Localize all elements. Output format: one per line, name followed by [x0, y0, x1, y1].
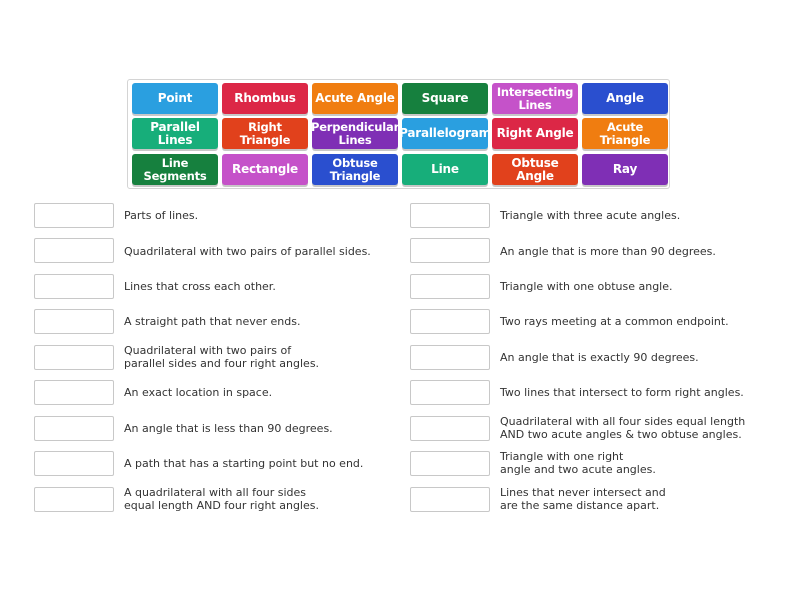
- tile-line[interactable]: Line: [402, 154, 488, 185]
- definition-right-5: An angle that is exactly 90 degrees.: [500, 350, 699, 364]
- drop-slot-left-4[interactable]: [34, 309, 114, 334]
- definition-left-7: An angle that is less than 90 degrees.: [124, 421, 333, 435]
- tile-parallelogram[interactable]: Parallelogram: [402, 118, 488, 149]
- drop-slot-right-7[interactable]: [410, 416, 490, 441]
- tile-square[interactable]: Square: [402, 83, 488, 114]
- tile-point[interactable]: Point: [132, 83, 218, 114]
- drop-slot-right-6[interactable]: [410, 380, 490, 405]
- definition-right-2: An angle that is more than 90 degrees.: [500, 244, 716, 258]
- tile-right-angle[interactable]: Right Angle: [492, 118, 578, 149]
- tile-angle[interactable]: Angle: [582, 83, 668, 114]
- definition-left-3: Lines that cross each other.: [124, 279, 276, 293]
- drop-slot-right-8[interactable]: [410, 451, 490, 476]
- definition-right-9: Lines that never intersect and are the same distance apart.: [500, 486, 666, 512]
- answer-tile-panel: [127, 79, 670, 189]
- definition-left-4: A straight path that never ends.: [124, 314, 301, 328]
- definition-left-9: A quadrilateral with all four sides equal length AND four right angles.: [124, 486, 319, 512]
- drop-slot-left-5[interactable]: [34, 345, 114, 370]
- drop-slot-left-7[interactable]: [34, 416, 114, 441]
- definition-right-4: Two rays meeting at a common endpoint.: [500, 314, 729, 328]
- definition-right-8: Triangle with one right angle and two acute angles.: [500, 450, 656, 476]
- definition-right-6: Two lines that intersect to form right angles.: [500, 385, 744, 399]
- tile-obtuse-angle[interactable]: Obtuse Angle: [492, 154, 578, 185]
- drop-slot-right-1[interactable]: [410, 203, 490, 228]
- drop-slot-right-9[interactable]: [410, 487, 490, 512]
- definition-left-1: Parts of lines.: [124, 208, 199, 222]
- definition-left-2: Quadrilateral with two pairs of parallel sides.: [124, 244, 371, 258]
- definition-left-8: A path that has a starting point but no end.: [124, 456, 364, 470]
- tile-intersecting-lines[interactable]: Intersecting Lines: [492, 83, 578, 114]
- tile-acute-angle[interactable]: Acute Angle: [312, 83, 398, 114]
- tile-acute-triangle[interactable]: Acute Triangle: [582, 118, 668, 149]
- drop-slot-right-3[interactable]: [410, 274, 490, 299]
- tile-line-segments[interactable]: Line Segments: [132, 154, 218, 185]
- tile-rectangle[interactable]: Rectangle: [222, 154, 308, 185]
- tile-right-triangle[interactable]: Right Triangle: [222, 118, 308, 149]
- definition-right-7: Quadrilateral with all four sides equal length AND two acute angles & two obtuse angles.: [500, 415, 746, 441]
- drop-slot-right-5[interactable]: [410, 345, 490, 370]
- drop-slot-right-4[interactable]: [410, 309, 490, 334]
- definition-left-6: An exact location in space.: [124, 385, 273, 399]
- drop-slot-left-8[interactable]: [34, 451, 114, 476]
- definition-right-3: Triangle with one obtuse angle.: [500, 279, 673, 293]
- drop-slot-left-2[interactable]: [34, 238, 114, 263]
- definition-right-1: Triangle with three acute angles.: [500, 208, 681, 222]
- definition-left-5: Quadrilateral with two pairs of parallel sides and four right angles.: [124, 344, 320, 370]
- drop-slot-left-6[interactable]: [34, 380, 114, 405]
- tile-parallel-lines[interactable]: Parallel Lines: [132, 118, 218, 149]
- tile-ray[interactable]: Ray: [582, 154, 668, 185]
- tile-perpendicular-lines[interactable]: Perpendicular Lines: [312, 118, 398, 149]
- drop-slot-left-3[interactable]: [34, 274, 114, 299]
- drop-slot-right-2[interactable]: [410, 238, 490, 263]
- tile-rhombus[interactable]: Rhombus: [222, 83, 308, 114]
- drop-slot-left-1[interactable]: [34, 203, 114, 228]
- drop-slot-left-9[interactable]: [34, 487, 114, 512]
- tile-obtuse-triangle[interactable]: Obtuse Triangle: [312, 154, 398, 185]
